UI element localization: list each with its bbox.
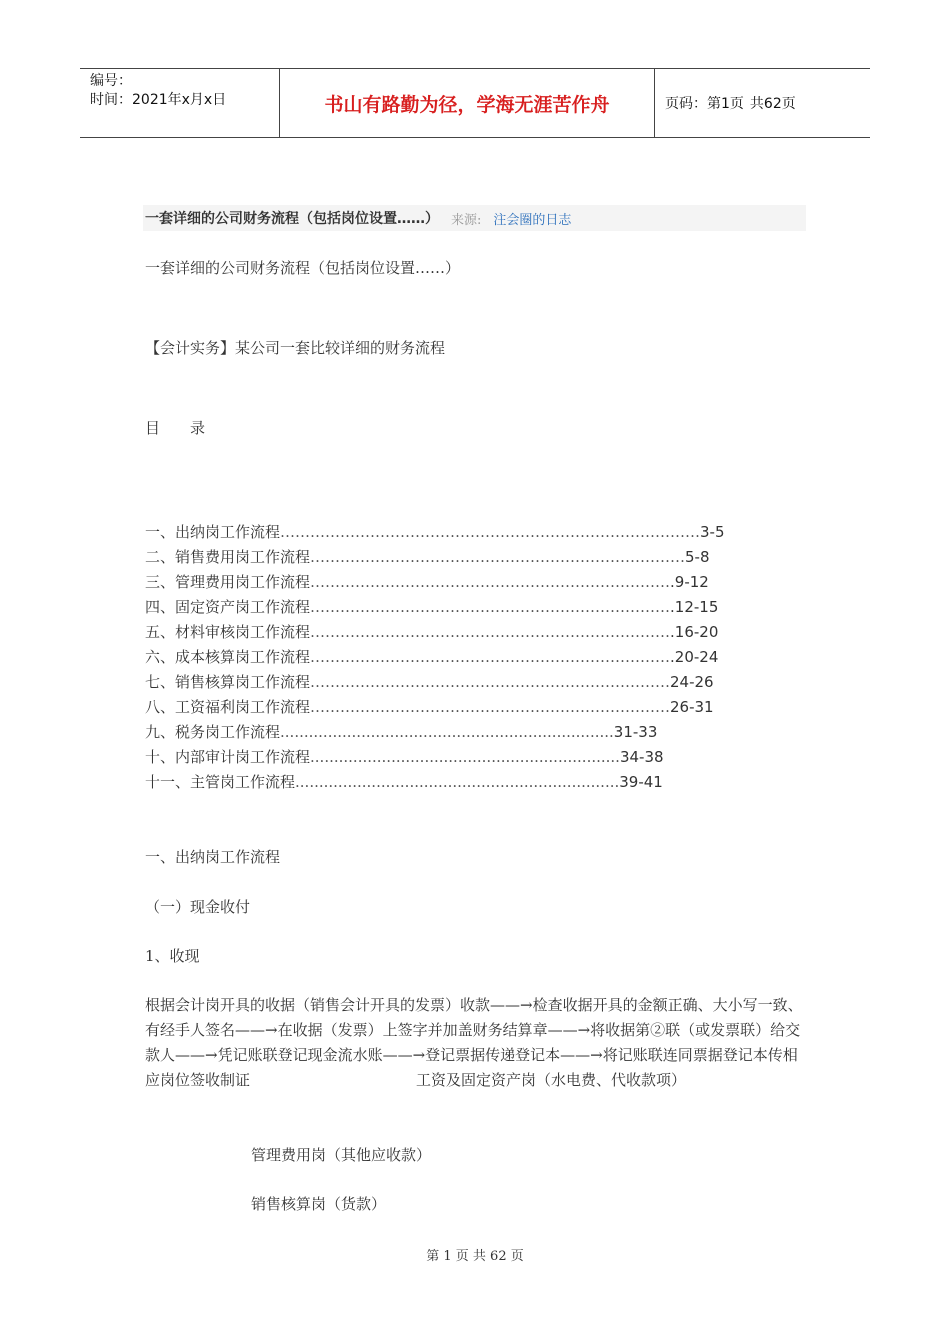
toc-item[interactable]: 二、销售费用岗工作流程 ………………………………………………………………… 5-8 xyxy=(145,548,710,566)
header-number-label: 编号： xyxy=(90,73,132,89)
toc-item[interactable]: 五、材料审核岗工作流程 ……………………………………………………………… .16-20 xyxy=(145,623,719,641)
page-header xyxy=(80,68,870,138)
toc-item[interactable]: 八、工资福利岗工作流程 ……………………………………………………………… 26-31 xyxy=(145,698,714,716)
article-title: 一套详细的公司财务流程（包括岗位设置……） xyxy=(145,211,439,227)
header-motto: 书山有路勤为径，学海无涯苦作舟 xyxy=(280,69,655,137)
header-meta xyxy=(80,69,280,137)
table-of-contents xyxy=(145,520,725,795)
header-page-label: 页码：第1页 xyxy=(665,96,744,112)
body-paragraph-text: 根据会计岗开具的收据（销售会计开具的发票）收款——→检查收据开具的金额正确、大小写一致、有经手人签名——→在收据（发票）上签字并加盖财务结算章——→将收据第②联（或发票联）给交款人——→凭记账联登记现金流水账——→登记票据传递登记本——→将记账联连同票据登记本传相应岗位签收制证 xyxy=(145,996,803,1089)
header-time-label: 时间：2021年x月x日 xyxy=(90,92,227,108)
intro-line: 【会计实务】某公司一套比较详细的财务流程 xyxy=(145,339,446,357)
indent-line-1: 管理费用岗（其他应收款） xyxy=(251,1146,432,1164)
header-page-info xyxy=(655,69,870,137)
indent-line-2: 销售核算岗（货款） xyxy=(251,1195,387,1213)
body-paragraph-tail: 工资及固定资产岗（水电费、代收款项） xyxy=(416,1071,687,1089)
page-footer: 第 1 页 共 62 页 xyxy=(426,1249,524,1264)
toc-heading: 目 录 xyxy=(145,419,206,437)
article-title-bar xyxy=(143,205,806,231)
toc-item[interactable]: 六、成本核算岗工作流程 ……………………………………………………………… .20-24 xyxy=(145,648,719,666)
subtitle: 一套详细的公司财务流程（包括岗位设置……） xyxy=(145,259,461,277)
body-paragraph xyxy=(145,993,805,1093)
item-heading: 1、收现 xyxy=(145,947,200,965)
source-label: 来源: xyxy=(451,212,482,228)
toc-item[interactable]: 七、销售核算岗工作流程 ……………………………………………………………… 24-26 xyxy=(145,673,714,691)
subsection-heading: （一）现金收付 xyxy=(145,898,251,916)
toc-item[interactable]: 四、固定资产岗工作流程 ……………………………………………………………… .12-15 xyxy=(145,598,719,616)
toc-item[interactable]: 十一、主管岗工作流程 .................................................................... 39-41 xyxy=(145,773,663,791)
header-total-label: 共62页 xyxy=(749,96,796,112)
toc-item[interactable]: 九、税务岗工作流程 ...................................................................... 31-33 xyxy=(145,723,658,741)
source-link[interactable]: 注会圈的日志 xyxy=(493,212,572,228)
toc-item[interactable]: 一、出纳岗工作流程 ………………………………………………………………………… 3-5 xyxy=(145,523,725,541)
toc-item[interactable]: 三、管理费用岗工作流程 ……………………………………………………………… .9-12 xyxy=(145,573,709,591)
section-heading: 一、出纳岗工作流程 xyxy=(145,848,281,866)
toc-item[interactable]: 十、内部审计岗工作流程 ................................................................. 34-38 xyxy=(145,748,664,766)
